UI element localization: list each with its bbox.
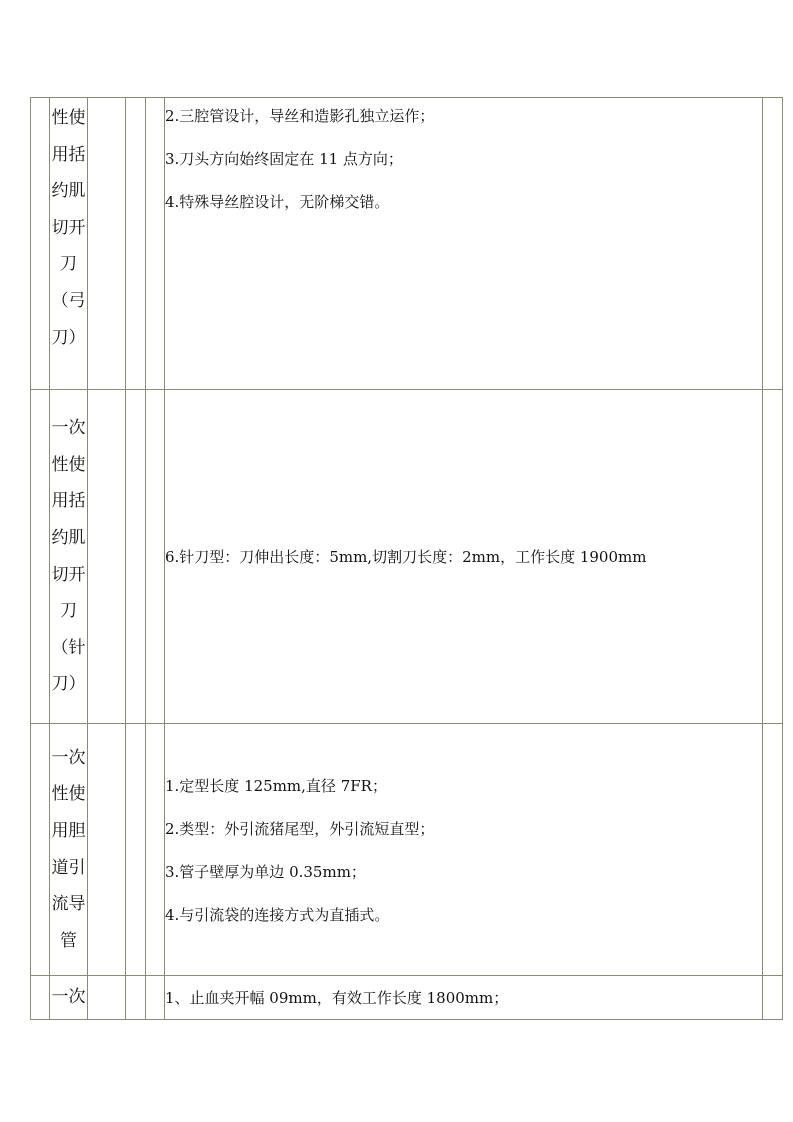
empty-cell [126, 724, 146, 976]
product-name: 一次性使用括约肌切开刀（针刀） [51, 418, 86, 695]
empty-cell [146, 390, 165, 724]
product-name-cell [50, 390, 88, 724]
product-name: 一次 [51, 987, 86, 1008]
spec-line: 3.刀头方向始终固定在 11 点方向； [165, 150, 403, 168]
product-name: 一次性使用胆道引流导管 [51, 747, 86, 951]
spec-content-cell [165, 390, 763, 724]
spec-line: 2.三腔管设计，导丝和造影孔独立运作； [165, 107, 435, 125]
spec-line: 4.特殊导丝腔设计，无阶梯交错。 [165, 193, 390, 211]
empty-cell [88, 98, 126, 390]
table-row [31, 976, 783, 1020]
empty-cell [763, 724, 783, 976]
empty-cell [146, 98, 165, 390]
spec-line: 2.类型：外引流猪尾型，外引流短直型； [165, 820, 435, 838]
empty-cell [146, 724, 165, 976]
empty-cell [31, 98, 50, 390]
spec-content-cell [165, 976, 763, 1020]
empty-cell [31, 976, 50, 1020]
empty-cell [88, 724, 126, 976]
table-row [31, 98, 783, 390]
empty-cell [146, 976, 165, 1020]
product-name-cell [50, 976, 88, 1020]
empty-cell [126, 976, 146, 1020]
empty-cell [763, 390, 783, 724]
empty-cell [88, 976, 126, 1020]
empty-cell [126, 390, 146, 724]
spec-line: 4.与引流袋的连接方式为直插式。 [165, 906, 390, 924]
product-name: 性使用括约肌切开刀（弓刀） [51, 108, 86, 348]
spec-content-cell [165, 724, 763, 976]
empty-cell [126, 98, 146, 390]
spec-line: 6.针刀型：刀伸出长度：5mm,切割刀长度：2mm，工作长度 1900mm [165, 547, 647, 566]
empty-cell [31, 390, 50, 724]
empty-cell [763, 976, 783, 1020]
table-row [31, 724, 783, 976]
empty-cell [763, 98, 783, 390]
spec-content-cell [165, 98, 763, 390]
product-spec-table [30, 97, 783, 1020]
empty-cell [88, 390, 126, 724]
spec-line: 3.管子壁厚为单边 0.35mm； [165, 863, 366, 881]
empty-cell [31, 724, 50, 976]
product-name-cell [50, 724, 88, 976]
product-name-cell [50, 98, 88, 390]
spec-line: 1、止血夹开幅 09mm，有效工作长度 1800mm； [165, 988, 509, 1007]
spec-line: 1.定型长度 125mm,直径 7FR； [165, 777, 387, 795]
table-row [31, 390, 783, 724]
